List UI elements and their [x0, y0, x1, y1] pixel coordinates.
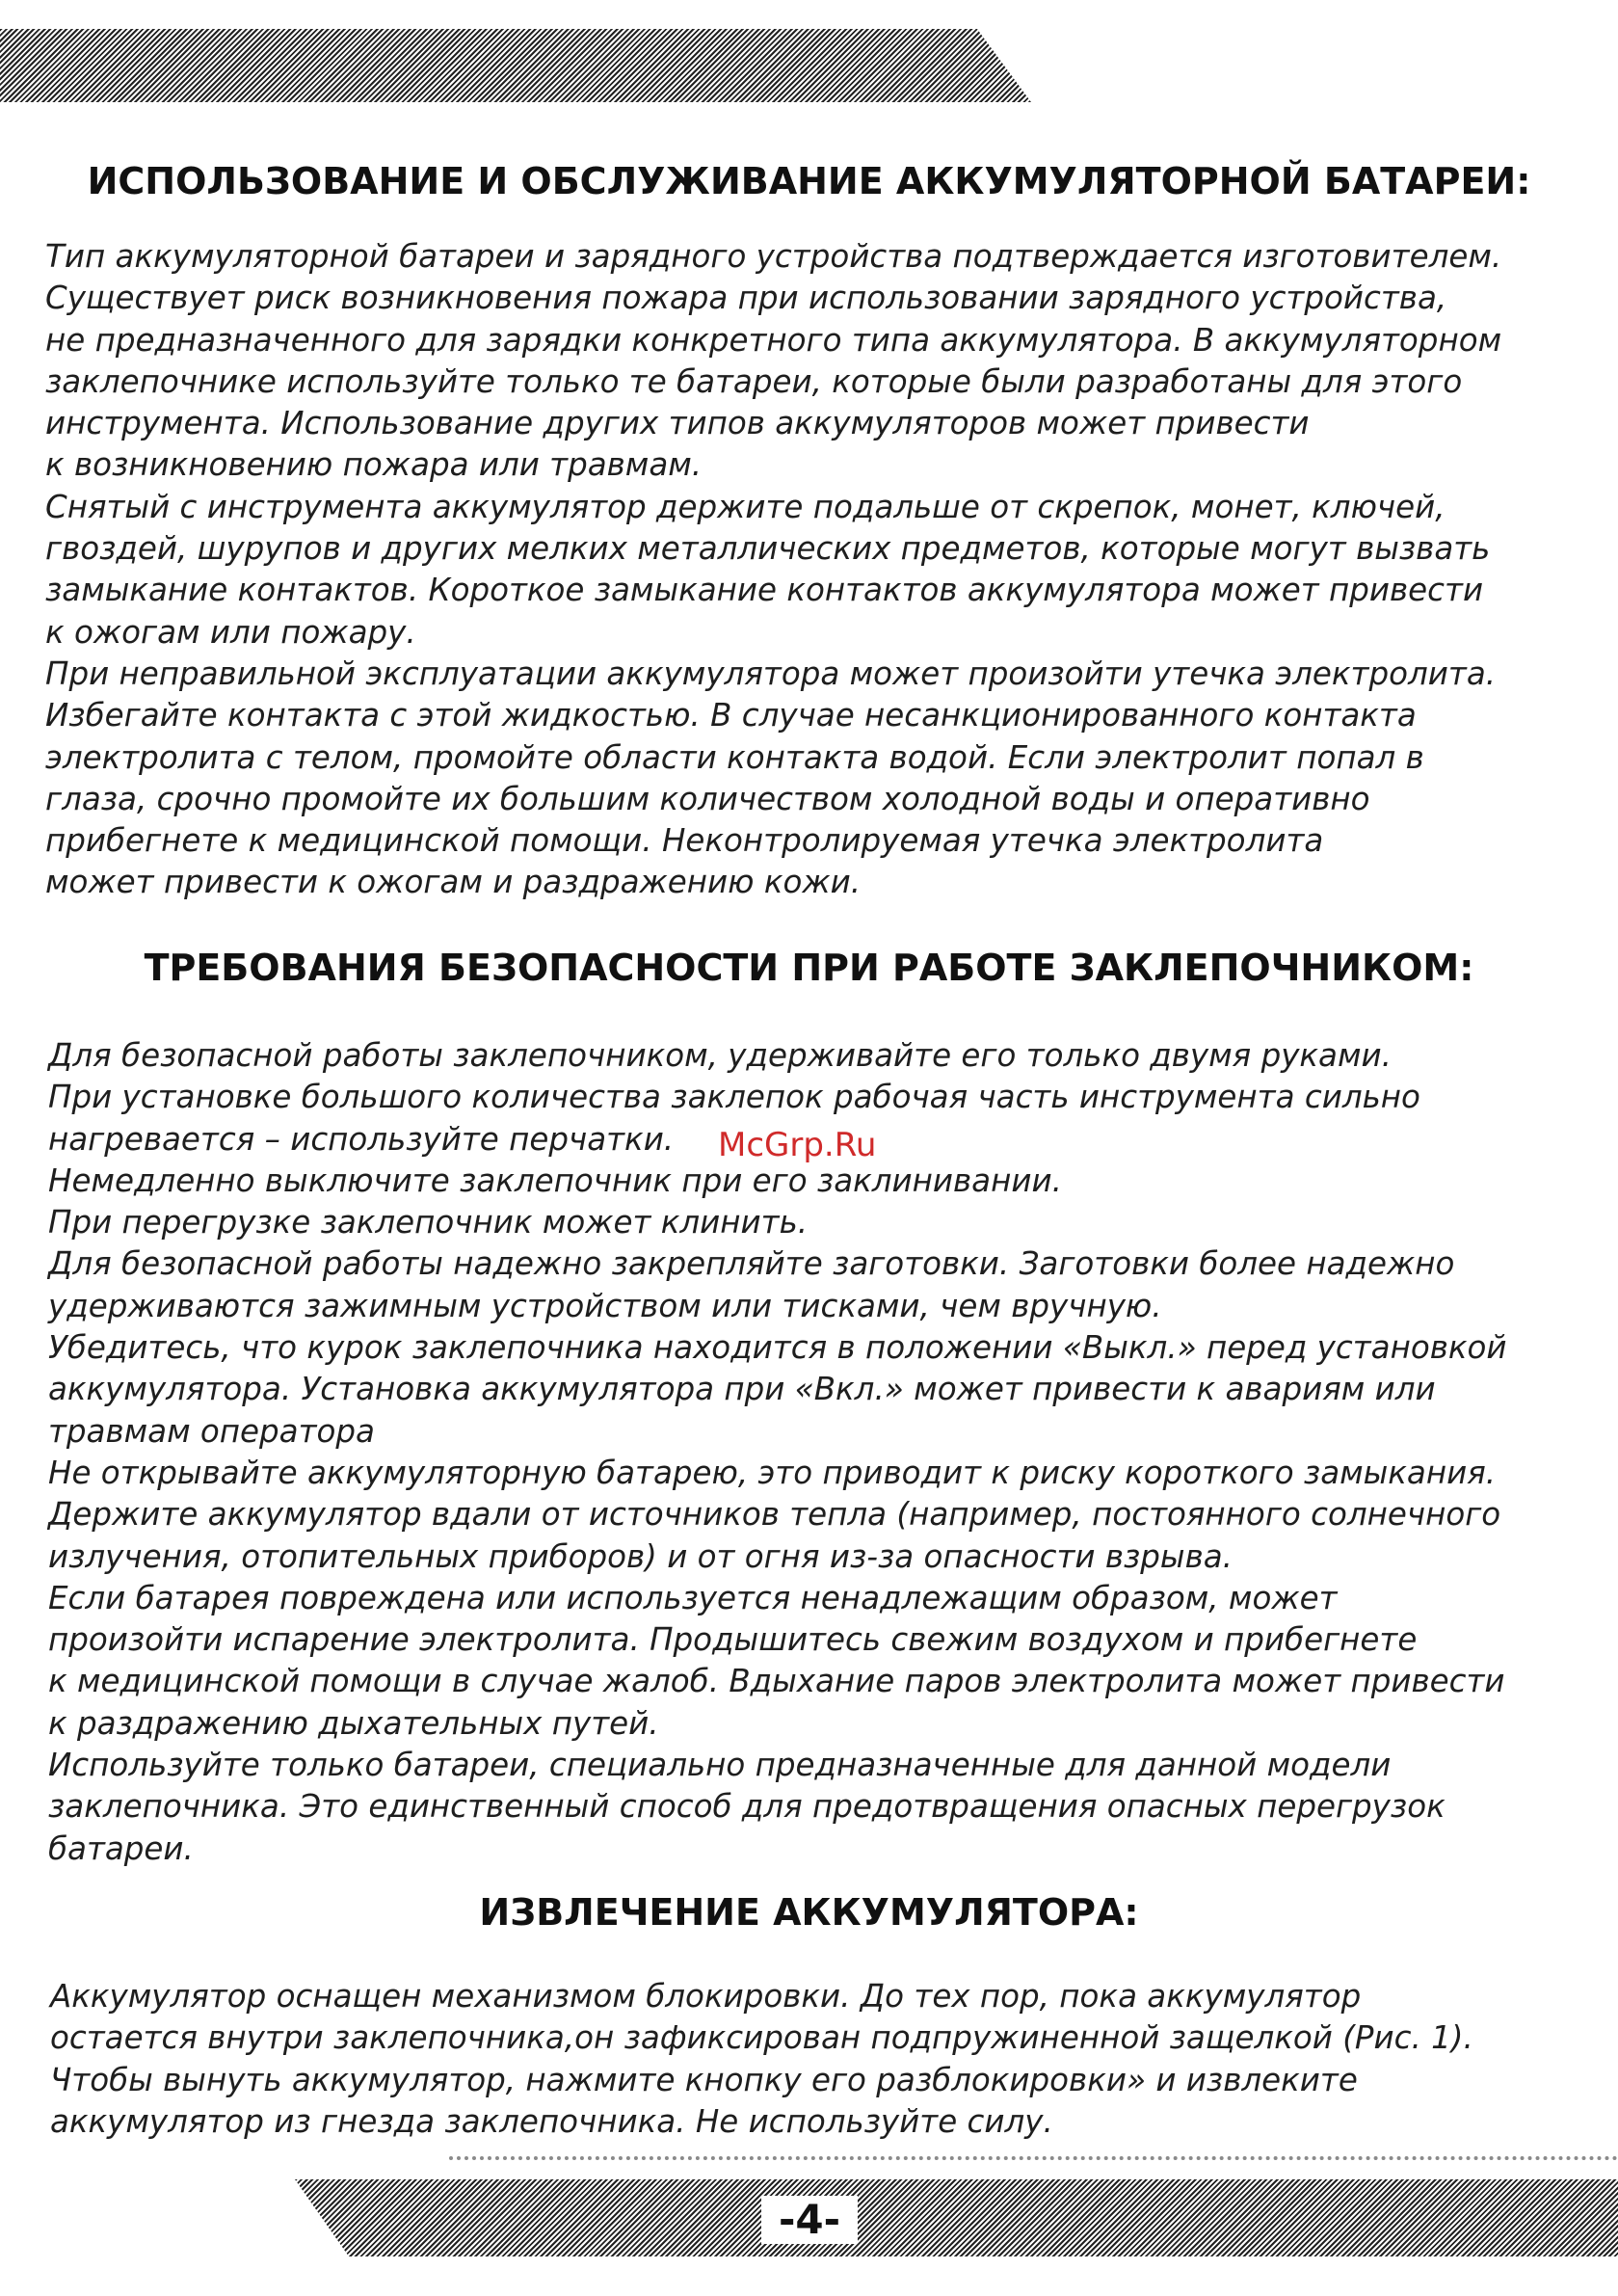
section-body-battery-removal [50, 1976, 1473, 2143]
watermark: McGrp.Ru [718, 1126, 877, 1164]
section-body-battery-use [45, 236, 1501, 904]
text-line: к ожогам или пожару. [45, 613, 416, 651]
text-line: электролита с телом, промойте области контакта водой. Если электролит попал в [45, 738, 1424, 776]
text-line: Немедленно выключите заклепочник при его заклинивании. [48, 1161, 1062, 1199]
text-line: Держите аккумулятор вдали от источников тепла (например, постоянного солнечного [48, 1496, 1501, 1534]
text-line: глаза, срочно промойте их большим количеством холодной воды и оперативно [45, 780, 1370, 817]
text-line: замыкание контактов. Короткое замыкание контактов аккумулятора может привести [45, 572, 1484, 609]
text-line: Для безопасной работы надежно закрепляйте заготовки. Заготовки более надежно [48, 1245, 1455, 1283]
text-line: не предназначенного для зарядки конкретного типа аккумулятора. В аккумуляторном [45, 321, 1502, 359]
text-line: Для безопасной работы заклепочником, удерживайте его только двумя руками. [48, 1037, 1392, 1074]
text-line: произойти испарение электролита. Продышитесь свежим воздухом и прибегнете [48, 1621, 1418, 1659]
text-line: остается внутри заклепочника,он зафиксирован подпружиненной защелкой (Рис. 1). [50, 2019, 1473, 2057]
bottom-decorative-band [295, 2179, 1618, 2256]
text-line: заклепочнике используйте только те батареи, которые были разработаны для этого [45, 362, 1463, 400]
text-line: прибегнете к медицинской помощи. Неконтролируемая утечка электролита [45, 822, 1324, 860]
text-line: батареи. [48, 1829, 194, 1867]
text-line: излучения, отопительных приборов) и от огня из-за опасности взрыва. [48, 1537, 1233, 1575]
text-line: заклепочника. Это единственный способ для предотвращения опасных перегрузок [48, 1788, 1446, 1826]
section-heading-safety-requirements: ТРЕБОВАНИЯ БЕЗОПАСНОСТИ ПРИ РАБОТЕ ЗАКЛЕПОЧНИКОМ: [144, 947, 1474, 989]
section-heading-battery-removal: ИЗВЛЕЧЕНИЕ АККУМУЛЯТОРА: [479, 1891, 1139, 1934]
text-line: к возникновению пожара или травмам. [45, 446, 703, 484]
text-line: При установке большого количества заклепок рабочая часть инструмента сильно [48, 1079, 1420, 1116]
text-line: Если батарея повреждена или используется ненадлежащим образом, может [48, 1579, 1338, 1616]
text-line: Используйте только батареи, специально предназначенные для данной модели [48, 1747, 1392, 1784]
text-line: к раздражению дыхательных путей. [48, 1704, 659, 1742]
text-line: инструмента. Использование других типов аккумуляторов может привести [45, 405, 1310, 442]
text-line: Аккумулятор оснащен механизмом блокировки. До тех пор, пока аккумулятор [50, 1978, 1362, 2015]
text-line: нагревается – используйте перчатки. [48, 1120, 675, 1158]
text-line: Чтобы вынуть аккумулятор, нажмите кнопку его разблокировки» и извлеките [50, 2061, 1358, 2098]
text-line: Убедитесь, что курок заклепочника находится в положении «Выкл.» перед установкой [48, 1329, 1507, 1367]
top-decorative-band [0, 29, 1031, 102]
text-line: Существует риск возникновения пожара при использовании зарядного устройства, [45, 280, 1447, 317]
page-number: -4- [761, 2196, 858, 2244]
text-line: Снятый с инструмента аккумулятор держите подальше от скрепок, монет, ключей, [45, 488, 1446, 525]
text-line: гвоздей, шурупов и других мелких металлических предметов, которые могут вызвать [45, 530, 1491, 568]
text-line: удерживаются зажимным устройством или тисками, чем вручную. [48, 1287, 1162, 1324]
text-line: Избегайте контакта с этой жидкостью. В случае несанкционированного контакта [45, 697, 1417, 734]
text-line: При неправильной эксплуатации аккумулятора может произойти утечка электролита. [45, 654, 1497, 692]
text-line: Не открывайте аккумуляторную батарею, это приводит к риску короткого замыкания. [48, 1454, 1497, 1491]
text-line: При перегрузке заклепочник может клинить. [48, 1204, 809, 1241]
text-line: травмам оператора [48, 1412, 375, 1450]
text-line: аккумулятор из гнезда заклепочника. Не используйте силу. [50, 2102, 1053, 2140]
footer-dotted-divider [449, 2156, 1618, 2160]
text-line: к медицинской помощи в случае жалоб. Вдыхание паров электролита может привести [48, 1663, 1505, 1700]
text-line: аккумулятора. Установка аккумулятора при «Вкл.» может привести к авариям или [48, 1371, 1436, 1408]
text-line: может привести к ожогам и раздражению кожи. [45, 864, 862, 901]
text-line: Тип аккумуляторной батареи и зарядного устройства подтверждается изготовителем. [45, 238, 1502, 275]
section-heading-battery-use: ИСПОЛЬЗОВАНИЕ И ОБСЛУЖИВАНИЕ АККУМУЛЯТОРНОЙ БАТАРЕИ: [87, 160, 1531, 202]
